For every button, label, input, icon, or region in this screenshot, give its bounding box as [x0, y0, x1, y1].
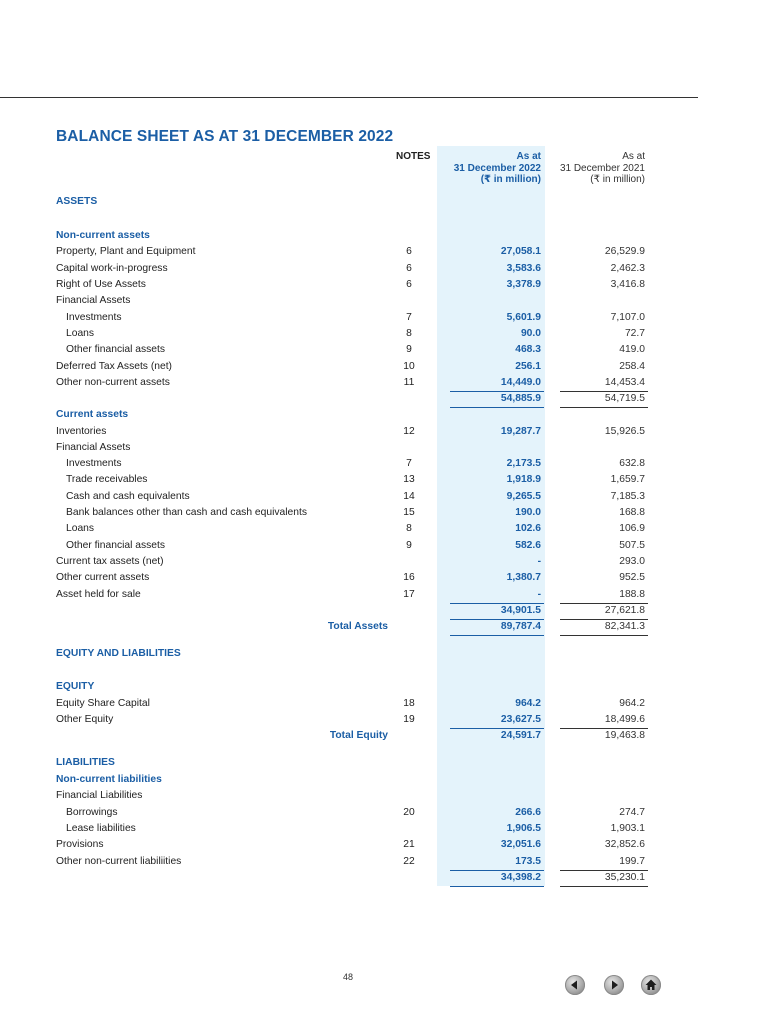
- total-label: Total Assets: [327, 621, 388, 632]
- table-row: [0, 342, 768, 358]
- table-row: [0, 554, 768, 570]
- row-label: Other financial assets: [66, 540, 166, 551]
- note-number: 6: [406, 263, 412, 274]
- note-number: 10: [403, 361, 415, 372]
- current-year-header: [454, 151, 541, 186]
- table-row: [0, 244, 768, 260]
- row-label: Deferred Tax Assets (net): [56, 361, 172, 372]
- table-row: [0, 805, 768, 821]
- table-row: [0, 277, 768, 293]
- current-year-value: 5,601.9: [506, 312, 541, 323]
- group-heading: Non-current assets: [56, 230, 150, 241]
- row-label: Borrowings: [66, 807, 118, 818]
- current-year-value: 1,380.7: [506, 572, 541, 583]
- row-label: Financial Assets: [56, 295, 131, 306]
- prior-year-value: 18,499.6: [604, 714, 645, 725]
- current-year-value: 1,906.5: [506, 823, 541, 834]
- table-row: [0, 821, 768, 837]
- table-row: [0, 538, 768, 554]
- current-year-value: 27,058.1: [500, 246, 541, 257]
- note-number: 8: [406, 328, 412, 339]
- row-label: Loans: [66, 328, 95, 339]
- prior-year-header-line: (₹ in million): [590, 174, 645, 185]
- note-number: 12: [403, 426, 415, 437]
- current-year-value: 34,398.2: [500, 872, 541, 883]
- row-label: Bank balances other than cash and cash equivalents: [66, 507, 307, 518]
- arrow-left-icon: [568, 978, 582, 992]
- note-number: 15: [403, 507, 415, 518]
- prior-year-value: 274.7: [619, 807, 645, 818]
- prior-year-value: 35,230.1: [604, 872, 645, 883]
- row-label: Inventories: [56, 426, 107, 437]
- current-year-value: 90.0: [520, 328, 541, 339]
- prior-year-value: 199.7: [619, 856, 645, 867]
- total-rule: [450, 407, 544, 408]
- current-year-value: 89,787.4: [500, 621, 541, 632]
- table-row: [0, 326, 768, 342]
- current-year-header-line: (₹ in million): [480, 174, 541, 185]
- current-year-value: 190.0: [515, 507, 541, 518]
- current-year-value: 582.6: [515, 540, 541, 551]
- table-row: [0, 472, 768, 488]
- prior-year-value: 293.0: [619, 556, 645, 567]
- table-row: [0, 837, 768, 853]
- table-row: [0, 854, 768, 870]
- table-row: [0, 728, 768, 744]
- row-label: Capital work-in-progress: [56, 263, 168, 274]
- table-row: [0, 407, 768, 423]
- current-year-header-line: 31 December 2022: [453, 162, 541, 174]
- prior-year-value: 82,341.3: [604, 621, 645, 632]
- table-row: [0, 696, 768, 712]
- row-label: Right of Use Assets: [56, 279, 146, 290]
- note-number: 6: [406, 279, 412, 290]
- row-label: Financial Assets: [56, 442, 131, 453]
- total-rule: [450, 886, 544, 887]
- prior-year-value: 7,185.3: [610, 491, 645, 502]
- group-heading: EQUITY: [56, 681, 95, 692]
- row-label: Trade receivables: [66, 474, 148, 485]
- current-year-value: 9,265.5: [506, 491, 541, 502]
- row-label: Other non-current assets: [56, 377, 170, 388]
- note-number: 6: [406, 246, 412, 257]
- prior-year-value: 2,462.3: [610, 263, 645, 274]
- current-year-value: 34,901.5: [500, 605, 541, 616]
- row-label: Asset held for sale: [56, 589, 141, 600]
- group-heading: Current assets: [56, 409, 129, 420]
- total-rule: [450, 870, 544, 871]
- total-rule: [560, 407, 648, 408]
- table-row: [0, 772, 768, 788]
- section-heading: EQUITY AND LIABILITIES: [56, 648, 181, 659]
- prior-year-value: 964.2: [619, 698, 645, 709]
- table-row: [0, 194, 768, 210]
- note-number: 21: [403, 839, 415, 850]
- row-label: Lease liabilities: [66, 823, 136, 834]
- total-rule: [560, 886, 648, 887]
- prior-year-header: [560, 151, 645, 186]
- row-label: Other Equity: [56, 714, 114, 725]
- prior-year-value: 632.8: [619, 458, 645, 469]
- row-label: Cash and cash equivalents: [66, 491, 190, 502]
- prior-year-value: 258.4: [619, 361, 645, 372]
- prior-year-value: 32,852.6: [604, 839, 645, 850]
- previous-page-button[interactable]: [565, 975, 585, 995]
- current-year-value: 102.6: [515, 523, 541, 534]
- prior-year-value: 507.5: [619, 540, 645, 551]
- total-rule: [560, 728, 648, 729]
- total-rule: [560, 870, 648, 871]
- current-year-value: 468.3: [515, 344, 541, 355]
- row-label: Financial Liabilities: [56, 790, 143, 801]
- page-title: BALANCE SHEET AS AT 31 DECEMBER 2022: [56, 128, 394, 145]
- current-year-value: 32,051.6: [500, 839, 541, 850]
- current-year-value: 14,449.0: [500, 377, 541, 388]
- home-icon: [644, 978, 658, 992]
- note-number: 9: [406, 540, 412, 551]
- prior-year-value: 19,463.8: [604, 730, 645, 741]
- current-year-value: 54,885.9: [500, 393, 541, 404]
- note-number: 11: [403, 377, 415, 388]
- row-label: Loans: [66, 523, 95, 534]
- table-row: [0, 293, 768, 309]
- note-number: 17: [403, 589, 415, 600]
- table-row: [0, 679, 768, 695]
- note-number: 18: [403, 698, 415, 709]
- table-row: [0, 310, 768, 326]
- group-heading: LIABILITIES: [56, 757, 115, 768]
- prior-year-header-line: 31 December 2021: [559, 162, 645, 174]
- prior-year-value: 27,621.8: [604, 605, 645, 616]
- current-year-value: 3,583.6: [506, 263, 541, 274]
- note-number: 13: [403, 474, 415, 485]
- current-year-value: 2,173.5: [506, 458, 541, 469]
- section-heading: ASSETS: [56, 196, 98, 207]
- prior-year-value: 168.8: [619, 507, 645, 518]
- current-year-value: 23,627.5: [500, 714, 541, 725]
- note-number: 20: [403, 807, 415, 818]
- note-number: 7: [406, 458, 412, 469]
- table-row: [0, 489, 768, 505]
- current-year-value: 964.2: [515, 698, 541, 709]
- page-number: 48: [343, 972, 354, 982]
- note-number: 8: [406, 523, 412, 534]
- table-row: [0, 228, 768, 244]
- row-label: Equity Share Capital: [56, 698, 150, 709]
- prior-year-value: 3,416.8: [610, 279, 645, 290]
- table-row: [0, 359, 768, 375]
- table-row: [0, 587, 768, 603]
- table-row: [0, 712, 768, 728]
- row-label: Investments: [66, 312, 122, 323]
- note-number: 19: [403, 714, 415, 725]
- table-row: [0, 755, 768, 771]
- prior-year-value: 1,903.1: [610, 823, 645, 834]
- total-rule: [560, 603, 648, 604]
- prior-year-value: 26,529.9: [604, 246, 645, 257]
- total-label: Total Equity: [329, 730, 388, 741]
- total-rule: [450, 391, 544, 392]
- row-label: Provisions: [56, 839, 104, 850]
- table-row: [0, 424, 768, 440]
- row-label: Investments: [66, 458, 122, 469]
- prior-year-value: 952.5: [619, 572, 645, 583]
- arrow-right-icon: [607, 978, 621, 992]
- home-button[interactable]: [641, 975, 661, 995]
- current-year-value: 3,378.9: [506, 279, 541, 290]
- current-year-value: -: [537, 589, 541, 600]
- table-row: [0, 456, 768, 472]
- table-row: [0, 261, 768, 277]
- table-row: [0, 788, 768, 804]
- table-row: [0, 570, 768, 586]
- table-row: [0, 603, 768, 619]
- row-label: Property, Plant and Equipment: [56, 246, 196, 257]
- row-label: Current tax assets (net): [56, 556, 164, 567]
- current-year-header-line: As at: [516, 151, 541, 162]
- table-row: [0, 521, 768, 537]
- table-row: [0, 391, 768, 407]
- row-label: Other current assets: [56, 572, 150, 583]
- table-row: [0, 440, 768, 456]
- total-rule: [560, 635, 648, 636]
- prior-year-value: 15,926.5: [604, 426, 645, 437]
- row-label: Other non-current liabiliities: [56, 856, 182, 867]
- table-row: [0, 619, 768, 635]
- prior-year-value: 14,453.4: [604, 377, 645, 388]
- prior-year-header-line: As at: [622, 151, 645, 162]
- prior-year-value: 419.0: [619, 344, 645, 355]
- total-rule: [450, 635, 544, 636]
- note-number: 9: [406, 344, 412, 355]
- group-heading: Non-current liabilities: [56, 774, 162, 785]
- note-number: 22: [403, 856, 415, 867]
- current-year-value: 1,918.9: [506, 474, 541, 485]
- note-number: 7: [406, 312, 412, 323]
- prior-year-value: 54,719.5: [604, 393, 645, 404]
- table-row: [0, 870, 768, 886]
- total-rule: [560, 619, 648, 620]
- top-rule: [0, 97, 698, 98]
- next-page-button[interactable]: [604, 975, 624, 995]
- total-rule: [450, 728, 544, 729]
- current-year-value: 256.1: [515, 361, 541, 372]
- prior-year-value: 7,107.0: [610, 312, 645, 323]
- prior-year-value: 188.8: [619, 589, 645, 600]
- current-year-value: 173.5: [515, 856, 541, 867]
- current-year-value: -: [537, 556, 541, 567]
- row-label: Other financial assets: [66, 344, 166, 355]
- total-rule: [450, 603, 544, 604]
- note-number: 16: [403, 572, 415, 583]
- table-row: [0, 646, 768, 662]
- table-row: [0, 505, 768, 521]
- current-year-value: 19,287.7: [500, 426, 541, 437]
- current-year-value: 266.6: [515, 807, 541, 818]
- current-year-value: 24,591.7: [500, 730, 541, 741]
- total-rule: [450, 619, 544, 620]
- total-rule: [560, 391, 648, 392]
- prior-year-value: 106.9: [619, 523, 645, 534]
- prior-year-value: 1,659.7: [610, 474, 645, 485]
- prior-year-value: 72.7: [624, 328, 645, 339]
- table-row: [0, 375, 768, 391]
- note-number: 14: [403, 491, 415, 502]
- notes-header: NOTES: [396, 151, 431, 162]
